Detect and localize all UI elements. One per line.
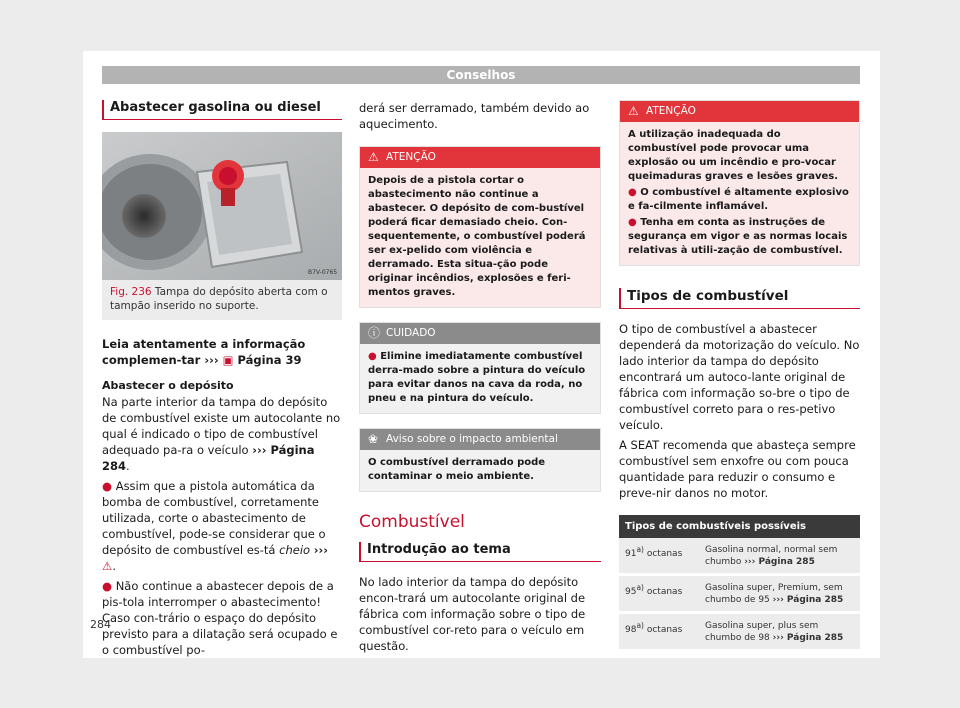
column-3	[619, 100, 860, 652]
section-title: Tipos de combustível	[619, 288, 860, 309]
caution-box	[359, 322, 601, 414]
warning-bullet: ● Tenha em conta as instruções de segurança em vigor e as normas locais relativas à utili-zação de combustível.	[628, 217, 848, 256]
read-note: Leia atentamente a informação complemen-tar ››› ▣ Página 39	[102, 337, 306, 367]
caution-text: Elimine imediatamente combustível derra-mado sobre a pintura do veículo para evitar danos na cava da roda, no pneu e na pintura do veículo.	[368, 351, 586, 404]
warning-label: ATENÇÃO	[386, 151, 436, 163]
bullet-item: ● Assim que a pistola automática da bomba de combustível, corretamente utilizada, corte o abastecimento de combustível, pode-se considerar que o depósito de combustível es-tá cheio ››› ⚠.	[102, 479, 328, 573]
page-link[interactable]: ››› Página 284	[102, 443, 315, 473]
paragraph: A SEAT recomenda que abasteça sempre combustível sem enxofre ou com pouca quantidade para reduzir o consumo e preve-nir danos no motor.	[619, 438, 856, 500]
leaf-icon: ❀	[368, 432, 379, 446]
figure-caption	[102, 280, 342, 320]
table-row: 98$^{a)}$ octanas Gasolina super, plus sem chumbo de 98 ››› Página 285	[619, 613, 860, 651]
column-2	[359, 100, 601, 654]
bullet-icon: ●	[102, 479, 113, 493]
fuel-cap-photo	[102, 132, 342, 280]
table-row: 91$^{a)}$ octanas Gasolina normal, normal sem chumbo ››› Página 285	[619, 538, 860, 575]
bullet-item: ● Não continue a abastecer depois de a pis-tola interromper o abastecimento! Caso con-trário o espaço do depósito previsto para a dilatação será ocupado e o combustível po-	[102, 579, 338, 657]
paragraph: O tipo de combustível a abastecer dependerá da motorização do veículo. No lado interior da tampa do depósito encontrará um autoco-lante original de fábrica com informação so-bre o tipo de combustível correto para o res-petivo veículo.	[619, 322, 860, 432]
paragraph: Na parte interior da tampa do depósito de combustível existe um autocolante no qual é indicado o tipo de combustível adequado pa-ra o veículo ››› Página 284.	[102, 395, 341, 473]
sub-heading: Abastecer o depósito	[102, 379, 234, 392]
continued-text: derá ser derramado, também devido ao aquecimento.	[359, 101, 590, 131]
warning-triangle-icon: ⚠	[102, 559, 113, 573]
chapter-title: Combustível	[359, 512, 465, 532]
warning-text: Depois de a pistola cortar o abastecimento não continue a abastecer. O depósito de com-bustível poderá ficar demasiado cheio. Con-sequentemente, o combustível poderá ser ex-pelido com violência e derramado. Esta situa-ção pode originar incêndios, explosões e feri-mentos graves.	[360, 168, 600, 307]
sub-title: Introdução ao tema	[359, 542, 601, 562]
fuel-cap-illustration	[102, 132, 342, 280]
page-link[interactable]: ››› Página 285	[772, 595, 844, 605]
running-header: Conselhos	[102, 66, 860, 84]
bullet-icon: ●	[628, 187, 637, 198]
warning-label: ATENÇÃO	[646, 105, 696, 117]
info-circle-icon: ⓘ	[368, 326, 381, 340]
intro-paragraph: No lado interior da tampa do depósito encon-trará um autocolante original de fábrica com informação sobre o tipo de combustível cor-reto para o veículo em questão.	[359, 575, 586, 653]
warning-intro: A utilização inadequada do combustível pode provocar uma explosão ou um incêndio e pro-vocar queimaduras graves e lesões graves.	[628, 129, 839, 182]
warning-bullet: ● O combustível é altamente explosivo e fa-cilmente inflamável.	[628, 187, 849, 212]
column-1	[102, 100, 342, 658]
bullet-icon: ●	[102, 579, 113, 593]
warning-box	[359, 146, 601, 308]
warning-box	[619, 100, 860, 266]
book-icon: ▣	[222, 353, 234, 367]
environment-text: O combustível derramado pode contaminar o meio ambiente.	[360, 450, 600, 491]
page-number: 284	[90, 618, 111, 631]
figure-number: Fig. 236	[110, 286, 152, 298]
image-code: B7V-0765	[308, 269, 338, 276]
bullet-icon: ●	[628, 217, 637, 228]
read-note-link[interactable]: Página 39	[237, 353, 302, 367]
bullet-icon: ●	[368, 351, 377, 362]
warning-triangle-icon: ⚠	[368, 150, 379, 164]
caption-text: Tampa do depósito aberta com o tampão inserido no suporte.	[110, 286, 328, 312]
page-link[interactable]: ››› Página 285	[772, 633, 844, 643]
table-header: Tipos de combustíveis possíveis	[619, 515, 860, 538]
section-title: Abastecer gasolina ou diesel	[102, 100, 342, 120]
environment-label: Aviso sobre o impacto ambiental	[386, 433, 558, 445]
caution-label: CUIDADO	[386, 327, 436, 339]
warning-triangle-icon: ⚠	[628, 104, 639, 118]
table-row: 95$^{a)}$ octanas Gasolina super, Premium, sem chumbo de 95 ››› Página 285	[619, 575, 860, 613]
fuel-types-table	[619, 515, 860, 652]
environment-box	[359, 428, 601, 492]
page-link[interactable]: ››› Página 285	[744, 557, 815, 567]
